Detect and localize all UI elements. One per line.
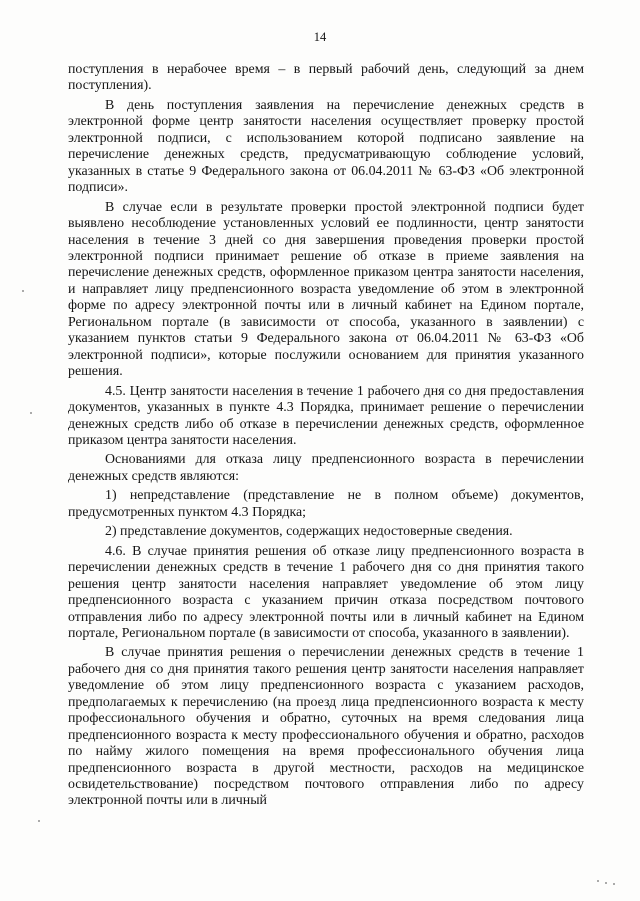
paragraph-4-5: 4.5. Центр занятости населения в течение 1 рабочего дня со дня предоставления документов, указанных в пункте 4.3 Порядка, принимает решение о перечислении денежных средств либо об отказе в перечислении денежных средств, оформленное приказом центра занятости населения.: [68, 383, 584, 448]
document-body: [68, 62, 584, 810]
paragraph-signature-failure: В случае если в результате проверки простой электронной подписи будет выявлено несоблюдение установленных условий ее подлинности, центр занятости населения в течение 3 дней со дня завершения проведения проверки простой электронной подписи принимает решение об отказе в приеме заявления на перечисление денежных средств, оформленное приказом центра занятости населения, и направляет лицу предпенсионного возраста уведомление об этом в электронной форме по адресу электронной почты или в личный кабинет на Едином портале, Региональном портале (в зависимости от способа, указанного в заявлении) с указанием пунктов статьи 9 Федерального закона от 06.04.2011 № 63-ФЗ «Об электронной подписи», которые послужили основанием для принятия указанного решения.: [68, 199, 584, 380]
paragraph-transfer-decision: В случае принятия решения о перечислении денежных средств в течение 1 рабочего дня со дня принятия такого решения центр занятости населения направляет уведомление об этом лицу предпенсионного возраста с указанием расходов, предполагаемых к перечислению (на проезд лица предпенсионного возраста к месту профессионального обучения и обратно, суточных на время следования лица предпенсионного возраста к месту профессионального обучения и обратно, расходов по найму жилого помещения на время профессионального обучения лица предпенсионного возраста в другой местности, расходов на медицинское освидетельствование) посредством почтового отправления либо по адресу электронной почты или в личный: [68, 645, 584, 809]
scan-speck: [613, 883, 615, 885]
scan-speck: [38, 820, 40, 822]
scan-speck: [22, 290, 24, 292]
paragraph-continuation: поступления в нерабочее время – в первый рабочий день, следующий за днем поступления).: [68, 62, 584, 94]
paragraph-4-6: 4.6. В случае принятия решения об отказе лицу предпенсионного возраста в перечислении денежных средств в течение 1 рабочего дня со дня принятия такого решения центр занятости населения направляет уведомление об этом лицу предпенсионного возраста с указанием причин отказа посредством почтового отправления либо по адресу электронной почты или в личный кабинет на Едином портале, Региональном портале (в зависимости от способа, указанного в заявлении).: [68, 543, 584, 641]
scan-speck: [30, 412, 32, 414]
paragraph-signature-check: В день поступления заявления на перечисление денежных средств в электронной форме центр занятости населения осуществляет проверку простой электронной подписи, с использованием которой подписано заявление на перечисление денежных средств, предусматривающую соблюдение условий, указанных в статье 9 Федерального закона от 06.04.2011 № 63-ФЗ «Об электронной подписи».: [68, 97, 584, 196]
scan-speck: [605, 882, 607, 884]
scan-speck: [597, 880, 599, 882]
list-item-1: 1) непредставление (представление не в полном объеме) документов, предусмотренных пунктом 4.3 Порядка;: [68, 488, 584, 520]
page-number: 14: [313, 30, 327, 44]
list-item-2: 2) представление документов, содержащих недостоверные сведения.: [105, 524, 513, 540]
paragraph-refusal-grounds: Основаниями для отказа лицу предпенсионного возраста в перечислении денежных средств являются:: [68, 452, 584, 484]
